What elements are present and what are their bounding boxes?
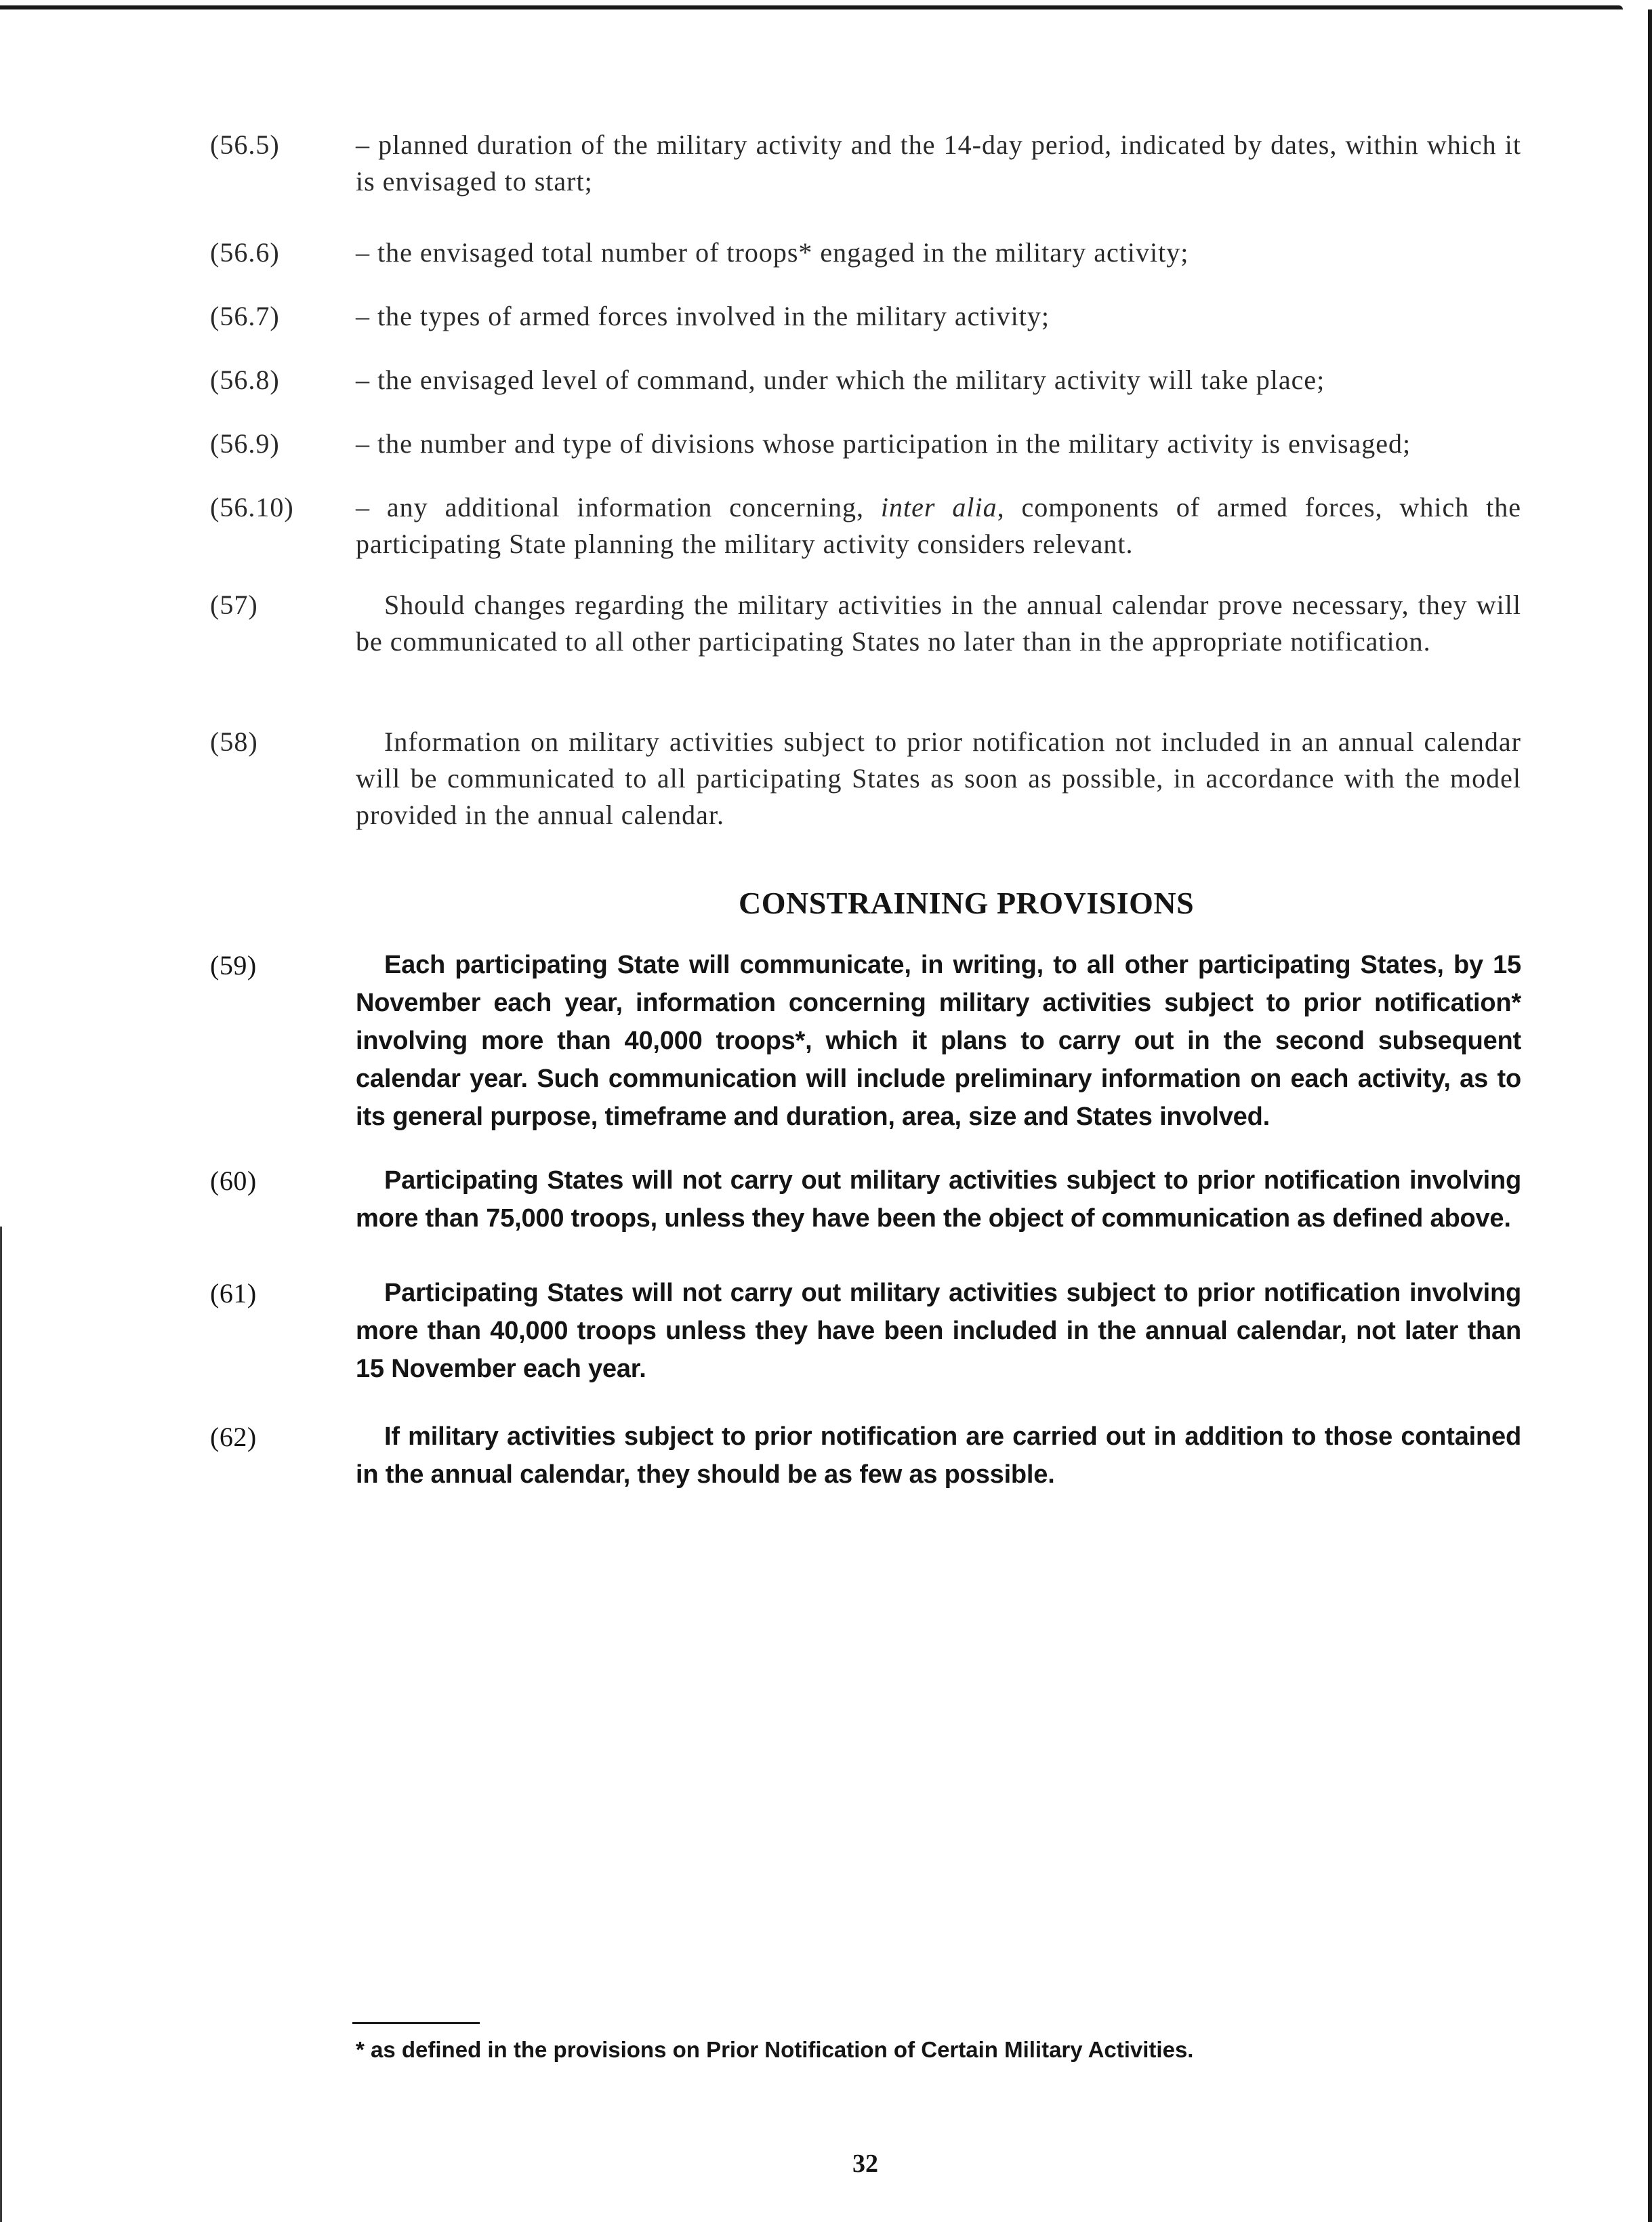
item-number: (58)	[210, 726, 258, 757]
provision-text: Each participating State will communicate, in writing, to all other participating States, by 15 November each year, information concerning military activities subject to prior notification* involving more than 40,000 troops*, which it plans to carry out in the second subsequent calendar year. Such communication will include preliminary information on each activity, as to its general purpose, timeframe and duration, area, size and States involved.	[356, 951, 1521, 1131]
provision-number: (59)	[210, 950, 257, 981]
item-text: – the types of armed forces involved in the military activity;	[356, 301, 1050, 331]
item-text	[356, 489, 1521, 562]
provision-number: (62)	[210, 1422, 257, 1452]
item-text: – the envisaged level of command, under which the military activity will take place;	[356, 365, 1325, 395]
item-text	[356, 127, 1521, 200]
section-heading: CONSTRAINING PROVISIONS	[739, 886, 1195, 920]
item-text: – the number and type of divisions whose participation in the military activity is envisaged;	[356, 428, 1411, 459]
provision-number: (60)	[210, 1166, 257, 1196]
item-number: (56.5)	[210, 129, 280, 160]
item-text: Should changes regarding the military activities in the annual calendar prove necessary, they will be communicated to all other participating States no later than in the appropriate notification.	[356, 590, 1521, 657]
provision-text: If military activities subject to prior notification are carried out in addition to those contained in the annual calendar, they should be as few as possible.	[356, 1422, 1521, 1489]
item-number: (57)	[210, 590, 258, 620]
page-number: 32	[852, 2149, 878, 2178]
provision-text: Participating States will not carry out military activities subject to prior notification involving more than 75,000 troops, unless they have been the object of communication as defined above.	[356, 1166, 1521, 1233]
provision-number: (61)	[210, 1278, 257, 1309]
item-text: – the envisaged total number of troops* engaged in the military activity;	[356, 237, 1189, 268]
item-text-before: – any additional information concerning,	[356, 492, 881, 522]
item-number: (56.9)	[210, 428, 280, 459]
provision-text: Participating States will not carry out military activities subject to prior notification involving more than 40,000 troops unless they have been included in the annual calendar, not later than 15 November each year.	[356, 1279, 1521, 1383]
item-number: (56.6)	[210, 237, 280, 268]
item-number: (56.8)	[210, 365, 280, 395]
item-text: Information on military activities subject to prior notification not included in an annual calendar will be communicated to all participating States as soon as possible, in accordance with the model provided in the annual calendar.	[356, 726, 1521, 830]
footnote: * as defined in the provisions on Prior Notification of Certain Military Activities.	[356, 2037, 1194, 2062]
item-text-content: – planned duration of the military activity and the 14-day period, indicated by dates, within which it is envisaged to start;	[356, 129, 1521, 197]
item-text-after: , components of armed forces, which the participating State planning the military activity considers relevant.	[356, 492, 1522, 559]
item-text-italic: inter alia	[880, 492, 997, 522]
item-number: (56.7)	[210, 301, 280, 331]
footnote-rule	[352, 2022, 480, 2024]
item-number: (56.10)	[210, 492, 294, 522]
